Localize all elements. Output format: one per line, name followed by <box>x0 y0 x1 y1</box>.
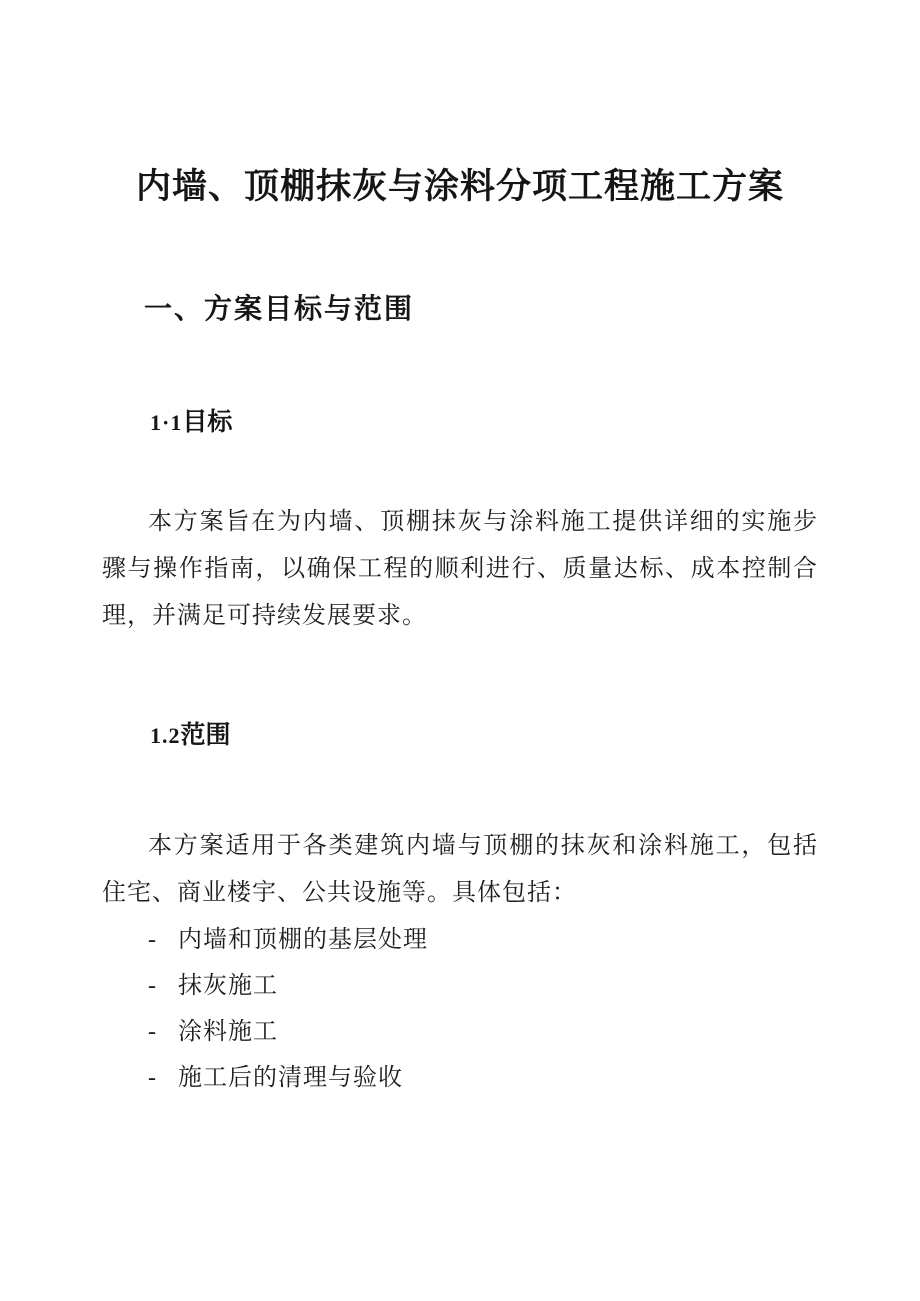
scope-list <box>102 917 818 1101</box>
list-item <box>102 963 818 1009</box>
paragraph-goal: 本方案旨在为内墙、顶棚抹灰与涂料施工提供详细的实施步骤与操作指南，以确保工程的顺利进行、质量达标、成本控制合理，并满足可持续发展要求。 <box>102 509 818 629</box>
list-item <box>102 1009 818 1055</box>
subsection-label-scope: 范围 <box>180 721 231 749</box>
subsection-label-goal: 目标 <box>182 408 233 436</box>
document-content <box>102 0 818 1101</box>
subsection-number-scope: 1.2 <box>150 723 181 748</box>
document-title: 内墙、顶棚抹灰与涂料分项工程施工方案 <box>135 167 784 206</box>
list-item-text: 施工后的清理与验收 <box>178 1065 403 1091</box>
list-item <box>102 1055 818 1101</box>
paragraph-scope: 本方案适用于各类建筑内墙与顶棚的抹灰和涂料施工，包括住宅、商业楼宇、公共设施等。具体包括： <box>102 833 818 906</box>
dash-bullet: - <box>148 927 157 953</box>
subsection-heading-goal <box>150 407 818 438</box>
list-item-text: 涂料施工 <box>178 1019 278 1045</box>
dash-bullet: - <box>148 1019 157 1045</box>
dash-bullet: - <box>148 1065 157 1091</box>
list-item-text: 抹灰施工 <box>178 973 278 999</box>
subsection-number-goal: 1·1 <box>150 410 183 435</box>
list-item <box>102 917 818 963</box>
list-item-text: 内墙和顶棚的基层处理 <box>178 927 428 953</box>
subsection-heading-scope <box>150 720 818 751</box>
dash-bullet: - <box>148 973 157 999</box>
section-heading: 一、方案目标与范围 <box>144 293 415 324</box>
